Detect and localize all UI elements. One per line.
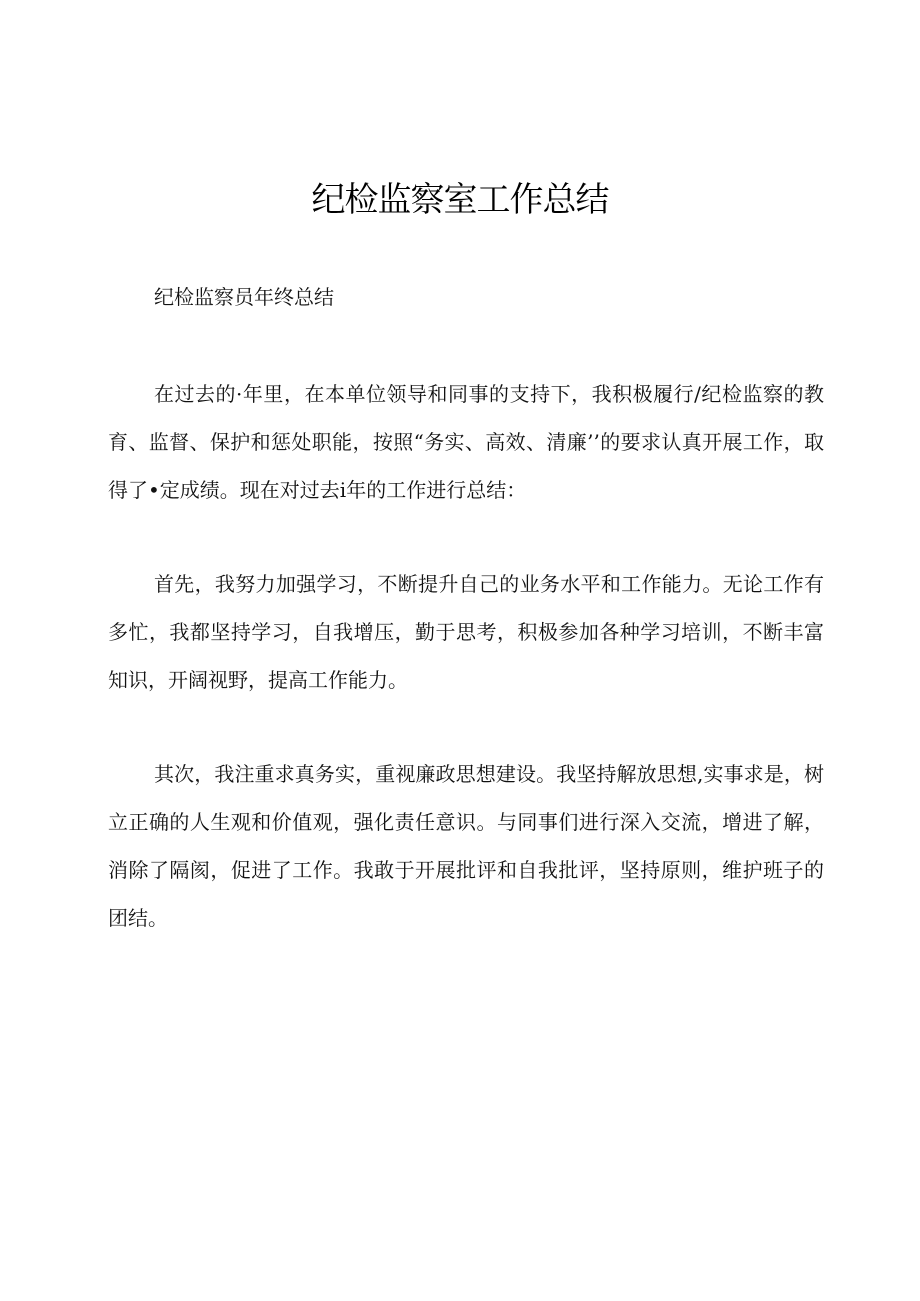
paragraph-integrity: 其次，我注重求真务实，重视廉政思想建设。我坚持解放思想,实事求是，树立正确的人生观和价值观，强化责任意识。与同事们进行深入交流，增进了解，消除了隔阂，促进了工作。我敢于开展批评和自我批评，坚持原则，维护班子的团结。	[108, 762, 824, 930]
document-subtitle: 纪检监察员年终总结	[154, 285, 334, 309]
paragraph-intro: 在过去的·年里，在本单位领导和同事的支持下，我积极履行/纪检监察的教育、监督、保护和惩处职能，按照“务实、高效、清廉’’的要求认真开展工作，取得了•定成绩。现在对过去i年的工作进行总结：	[108, 382, 824, 502]
paragraph-study: 首先，我努力加强学习，不断提升自己的业务水平和工作能力。无论工作有多忙，我都坚持学习，自我增压，勤于思考，积极参加各种学习培训，不断丰富知识，开阔视野，提高工作能力。	[108, 572, 824, 692]
document-title: 纪检监察室工作总结	[311, 180, 609, 220]
